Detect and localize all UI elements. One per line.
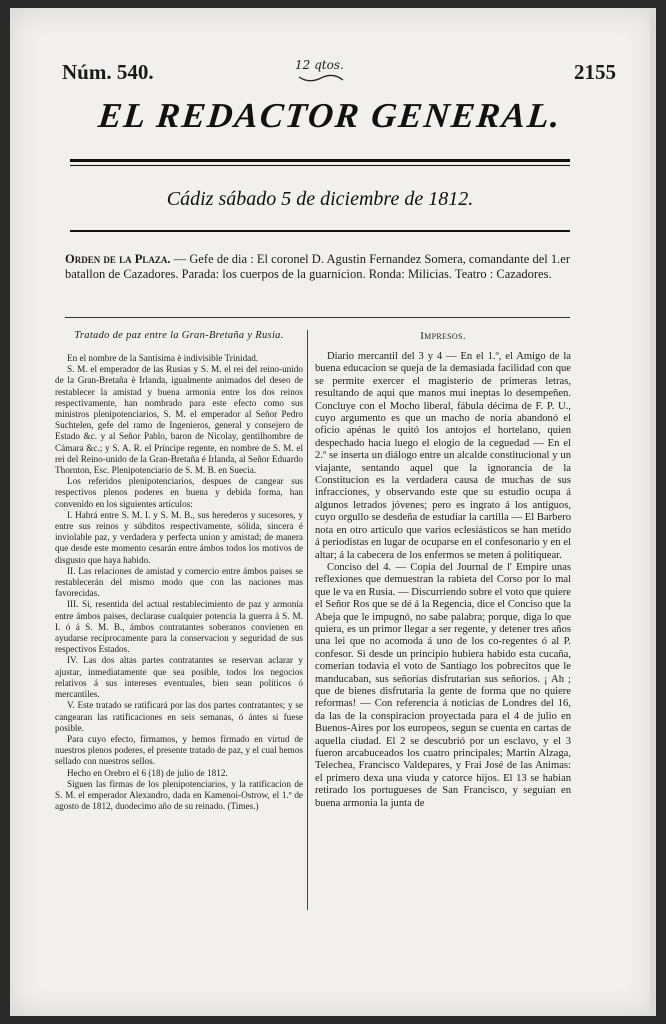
left-column-heading: Tratado de paz entre la Gran-Bretaña y Rusia.: [74, 330, 284, 341]
page-edge: [650, 8, 656, 1016]
paragraph: Los referidos plenipotenciarios, despues de cangear sus respectivos plenos poderes en buena y debida forma, han convenido en los siguientes artículos:: [55, 476, 303, 509]
paragraph: S. M. el emperador de las Rusias y S. M. el rei del reino-unido de la Gran-Bretaña è Irlanda, igualmente animados del deseo de restablecer la amistad y buena armonia entre los dos reinos respectivamente, han nombrado para este efecto como sus ministros plenipotenciarios, S. M. el emperador al Señor Pedro Suchtelen, gefe del ramo de Ingenieros, general y consejero de Estado &c. y al Señor Pablo, baron de Nicolay, gentilhombre de Cámara &c.; y S. A. R. el Príncipe regente, en nombre de S. M. el rei del Reino-unido de la Gran-Bretaña é Irlanda, al Señor Eduardo Thornton, Esc. Plenipotenciario de S. M. B. en Suecia.: [55, 364, 303, 476]
left-column: [55, 330, 303, 812]
section-rule: [65, 317, 570, 318]
page-number: 2155: [574, 60, 616, 84]
right-column: [315, 330, 571, 810]
masthead-rule-thin: [70, 165, 570, 166]
flourish-icon: [297, 74, 345, 84]
paragraph: II. Las relaciones de amistad y comercio entre ámbos paises se restablecerán del mismo modo que con las naciones mas favorecidas.: [55, 565, 303, 599]
newspaper-page: [10, 8, 656, 1016]
paragraph: Para cuyo efecto, firmamos, y hemos firmado en virtud de nuestros plenos poderes, el presente tratado de paz, y el cual hemos sellado con nuestros sellos.: [55, 733, 303, 767]
paragraph: III. Si, resentida del actual restablecimiento de paz y armonía entre ámbos paises, declarase cualquier potencia la guerra á S. M. I. ó á S. M. B., ámbos contratantes soberanos convienen en ayudarse recíprocamente para la conservacion y seguridad de sus respectivos Estados.: [55, 599, 303, 655]
masthead-title: EL REDACTOR GENERAL.: [96, 96, 564, 135]
orden-de-la-plaza: [65, 252, 570, 282]
dateline: Cádiz sábado 5 de diciembre de 1812.: [166, 188, 474, 210]
right-column-heading: Impresos.: [420, 330, 466, 342]
paragraph: Diario mercantil del 3 y 4 — En el 1.º, el Amigo de la buena educacion se queja de la demasiada facilidad con que se permite exercer el magisterio de primeras letras, resultando de aqui que manos mui ineptas lo desempeñen. Concluye con el Mocho liberal, fábula décima de F. P. U., cuyo argumento es que un macho de noria abandonó el oficio apénas le quitó los antojos el hortelano, quien despechado hacia luego el elogio de la ceguedad — En el 2.º se inserta un diálogo entre un alcalde constitucional y un viajante, sentando aquel que la ignorancia de la Constitucion es la verdadera causa de muchas de sus infracciones, y observando este que su estudio ocupa á algunos letrados jóvenes; pero es ingrato á los antiguos, cuyo orgullo se desdeña de estudiar la cartilla — El Barbero nota en otro artículo que varios eclesiásticos se han metido á periodistas en lugar de ocuparse en el confesonario y en el altar; á la cabecera de los enfermos se meten á politiquear.: [315, 351, 571, 561]
orden-label: Orden de la Plaza.: [65, 252, 171, 266]
masthead-rule-thick: [70, 159, 570, 162]
paragraph: IV. Las dos altas partes contratantes se reservan aclarar y ajustar, inmediatamente que sea posible, todos los negocios relativos á sus intereses eventuales, bien sean políticos ó mercantiles.: [55, 655, 303, 700]
paragraph: Siguen las firmas de los plenipotenciarios, y la ratificacion de S. M. el emperador Alexandro, dada en Kamenoi-Ostrow, el 1.º de agosto de 1812, duodecimo año de su reinado. (Times.): [55, 778, 303, 812]
price: 12 qtos.: [295, 58, 344, 72]
column-divider: [307, 330, 308, 910]
issue-number: Núm. 540.: [62, 60, 154, 84]
paragraph: Conciso del 4. — Copia del Journal de l' Empire unas reflexiones que demuestran la rabieta del Corso por lo mal que le va en Rusia. — Discurriendo sobre el voto que quiere el Señor Ros que se dé á la Regencia, dice el Conciso que la Abeja que le impugnó, no sabe palabra; porque, diga lo que quiera, es un primor llegar a ser regente, y detener tres años una lei que no acomoda á uno de los co-regentes ó al P. confesor. Si desde un principio hubiera habido esta cucaña, comerian todavia el voto de Santiago los pobrecitos que le manducaban, sus señorías disfrutarian sus señorios. ¡ Ah ; que de bienes disfrutaria la gente de forma que no quiere reformas! — Con referencia á noticias de Londres del 16, da las de la conspiracion proyectada para el 4 de julio en Buenos-Aires por los europeos, segun se cuenta en cartas de aquella ciudad. El 2 se descubrió por un esclavo, y el 3 fueron arcabuceados los cuatro principales; Martin Alzaga, Telechea, Francisco Valdepares, y Frai José de las Animas: el primero dexa una viuda y catorce hijos. El 13 se habian retirado los portugueses de San Francisco, y seguian en buena armonia la junta de: [315, 561, 571, 809]
paragraph: I. Habrá entre S. M. I. y S. M. B., sus herederos y sucesores, y entre sus reinos y súbditos respectivamente, sólida, sincera é inviolable paz, y verdadera y perfecta union y amistad; de manera que desde este momento cesarán entre ámbos todos los motivos de disgusto que haya habido.: [55, 509, 303, 565]
dateline-rule: [70, 230, 570, 232]
paragraph: V. Este tratado se ratificará por las dos partes contratantes; y se cangearan las ratificaciones en seis semanas, ó ántes si fuese posible.: [55, 700, 303, 733]
paragraph: En el nombre de la Santísima è indivisible Trinidad.: [67, 353, 259, 363]
orden-text: — Gefe de dia : El coronel D. Agustin Fernandez Somera, comandante del 1.er batallon de Cazadores. Parada: los cuerpos de la guarnicion. Ronda: Milicias. Teatro : Cazadores.: [65, 252, 570, 281]
paragraph: Hecho en Orebro el 6 (18) de julio de 1812.: [67, 767, 228, 778]
